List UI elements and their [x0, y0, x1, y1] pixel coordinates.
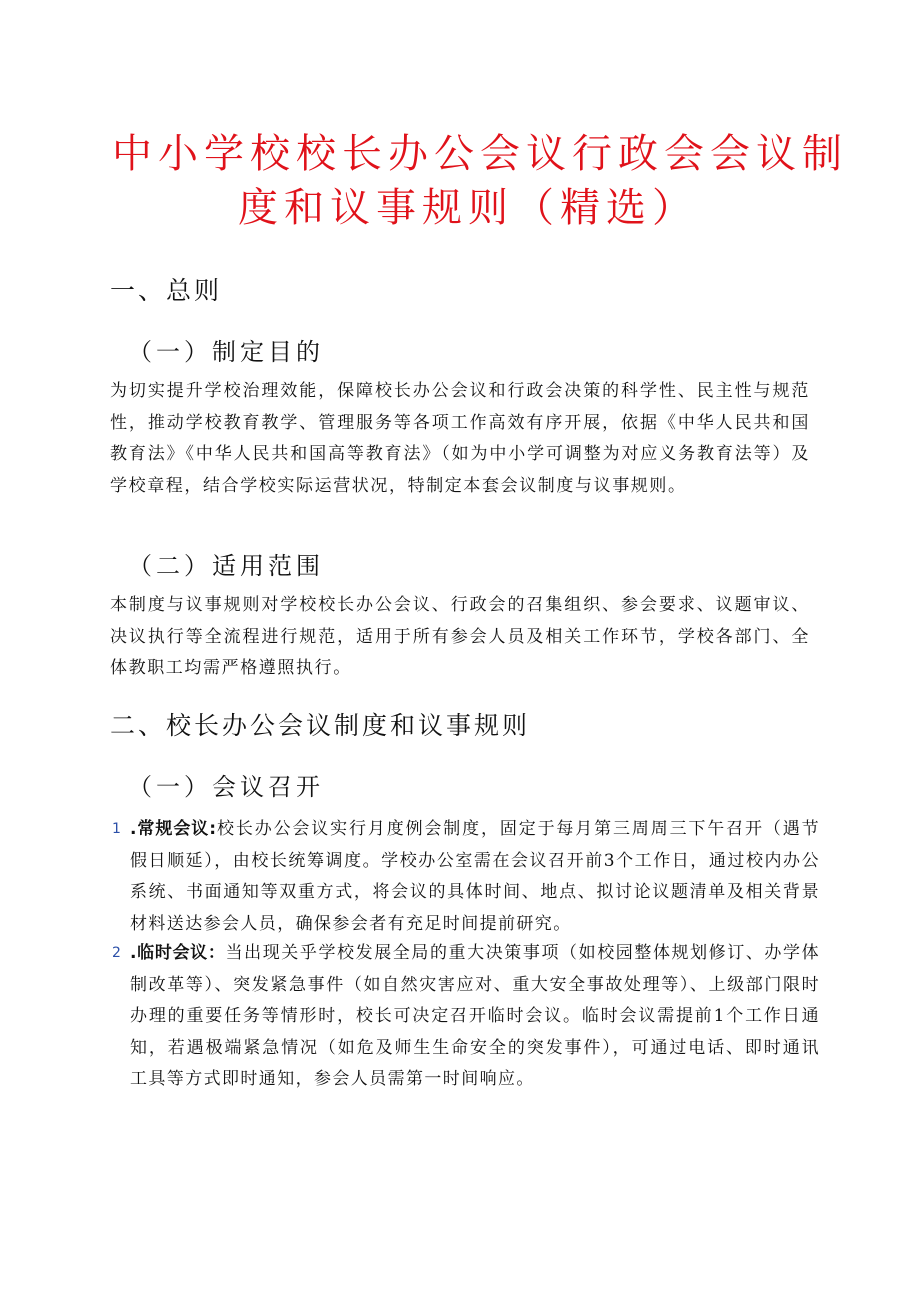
- list-item-number: 1: [112, 821, 121, 837]
- list-item: [130, 814, 820, 940]
- list-item-label: .常规会议:: [130, 819, 217, 839]
- section1-sub1-paragraph: 为切实提升学校治理效能，保障校长办公会议和行政会决策的科学性、民主性与规范性，推动学校教育教学、管理服务等各项工作高效有序开展，依据《中华人民共和国教育法》《中华人民共和国高等教育法》（如为中小学可调整为对应义务教育法等）及学校章程，结合学校实际运营状况，特制定本套会议制度与议事规则。: [110, 381, 810, 496]
- section2-sub1-heading: （一）会议召开: [128, 773, 324, 801]
- list-item-number: 2: [112, 945, 121, 961]
- document-title-line1: 中小学校校长办公会议行政会会议制: [112, 131, 848, 177]
- section1-sub2-paragraph: 本制度与议事规则对学校校长办公会议、行政会的召集组织、参会要求、议题审议、决议执行等全流程进行规范，适用于所有参会人员及相关工作环节，学校各部门、全体教职工均需严格遵照执行。: [110, 595, 810, 678]
- list-item: [130, 938, 820, 1096]
- list-item-text: 校长办公会议实行月度例会制度，固定于每月第三周周三下午召开（遇节假日顺延），由校长统筹调度。学校办公室需在会议召开前3个工作日，通过校内办公系统、书面通知等双重方式，将会议的具体时间、地点、拟讨论议题清单及相关背景材料送达参会人员，确保参会者有充足时间提前研究。: [130, 819, 820, 934]
- list-item-text: 当出现关乎学校发展全局的重大决策事项（如校园整体规划修订、办学体制改革等）、突发紧急事件（如自然灾害应对、重大安全事故处理等）、上级部门限时办理的重要任务等情形时，校长可决定召开临时会议。临时会议需提前1个工作日通知，若遇极端紧急情况（如危及师生生命安全的突发事件），可通过电话、即时通讯工具等方式即时通知，参会人员需第一时间响应。: [130, 943, 820, 1089]
- list-item-label: .临时会议：: [130, 943, 226, 963]
- document-title-line2: 度和议事规则（精选）: [238, 185, 698, 231]
- section2-heading: 二、校长办公会议制度和议事规则: [110, 711, 531, 740]
- section1-heading: 一、总则: [110, 276, 223, 305]
- section1-sub1-heading: （一）制定目的: [128, 338, 324, 366]
- section1-sub2-heading: （二）适用范围: [128, 552, 324, 580]
